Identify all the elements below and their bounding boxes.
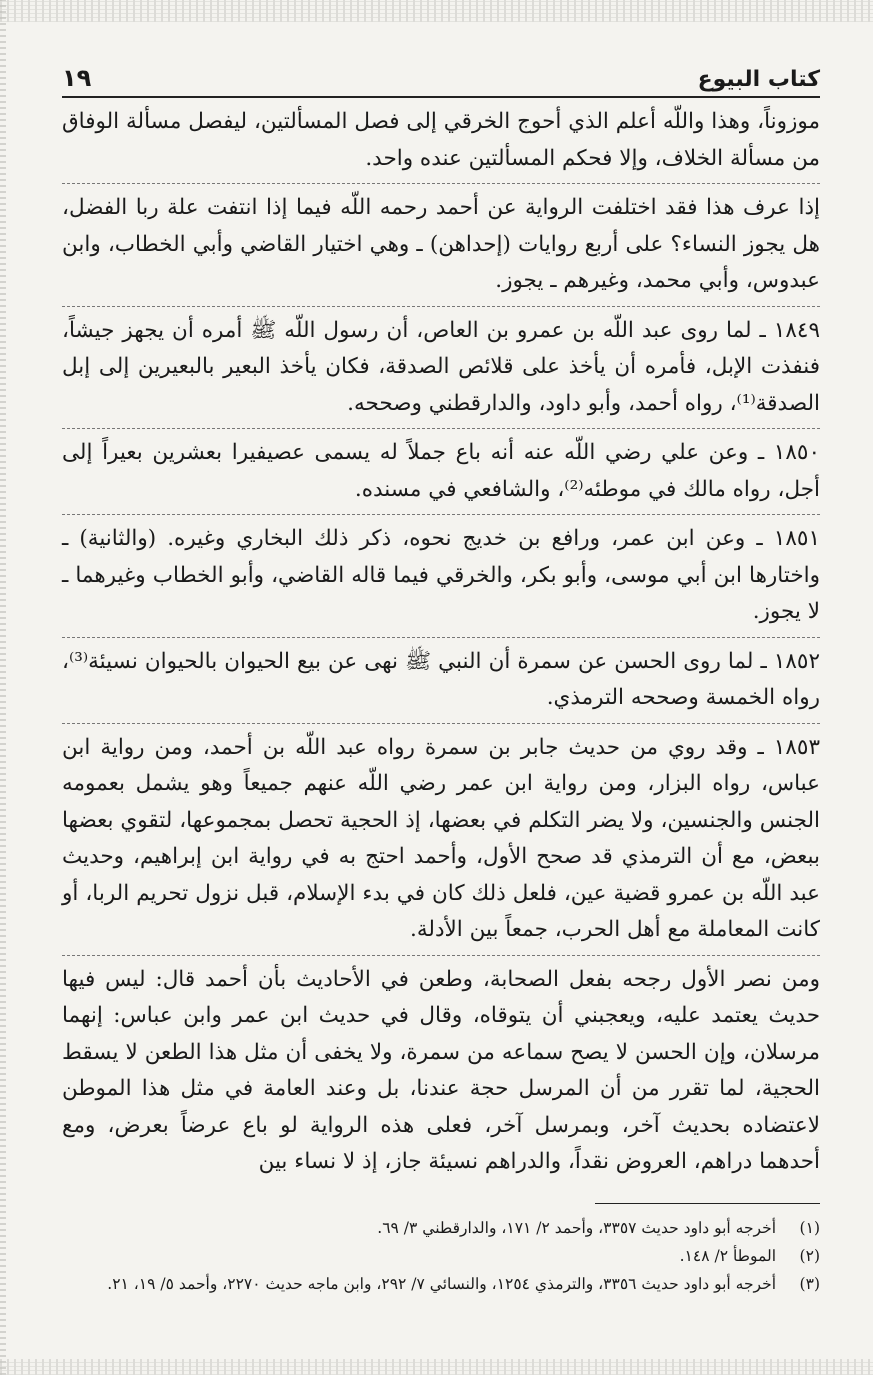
chapter-title: كتاب البيوع — [697, 67, 820, 92]
paragraph-2: إذا عرف هذا فقد اختلفت الرواية عن أحمد رحمه اللّه فيما إذا انتفت علة ربا الفضل، هل يجوز النساء؟ على أربع روايات (إحداهن) ـ وهي اختيار القاضي وأبي الخطاب، وابن عبدوس، وأبي محمد، وغيرهم ـ يجوز. — [62, 190, 820, 307]
hadith-1853: ١٨٥٣ ـ وقد روي من حديث جابر بن سمرة رواه عبد اللّه بن أحمد، ومن رواية ابن عباس، رواه البزار، ومن رواية ابن عمر رضي اللّه عنهم جميعاً وهو يشمل بعمومه الجنس والجنسين، ولا يضر التكلم في بعضها، إذ الحجية تحصل بمجموعها، لتقوي بعضها ببعض، مع أن الترمذي قد صحح الأول، وأحمد احتج به في رواية ابن إبراهيم، وحديث عبد اللّه بن عمرو قضية عين، فلعل ذلك كان في بدء الإسلام، قبل نزول تحريم الربا، أو كانت المعاملة مع أهل الحرب، جمعاً بين الأدلة. — [62, 730, 820, 956]
paragraph-1: موزوناً، وهذا واللّه أعلم الذي أحوج الخرقي إلى فصل المسألتين، ليفصل مسألة الوفاق من مسألة الخلاف، وإلا فحكم المسألتين عنده واحد. — [62, 104, 820, 184]
page-number: ١٩ — [62, 64, 92, 92]
hadith-1852: ١٨٥٢ ـ لما روى الحسن عن سمرة أن النبي ﷺ نهى عن بيع الحيوان بالحيوان نسيئة⁽³⁾، رواه الخمسة وصححه الترمذي. — [62, 644, 820, 724]
footnote-text: الموطأ ٢/ ١٤٨. — [679, 1246, 776, 1265]
paragraph-final: ومن نصر الأول رجحه بفعل الصحابة، وطعن في الأحاديث بأن أحمد قال: ليس فيها حديث يعتمد عليه، ويعجبني أن يتوقاه، وقال في حديث ابن عمر وابن عباس: إنهما مرسلان، وإن الحسن لا يصح سماعه من سمرة، ولا يخفى أن مثل هذا الطعن لا يسقط الحجية، لما تقرر من أن المرسل حجة عندنا، بل وعند العامة في مثل هذا الموطن لاعتضاده بحديث آخر، وبمرسل آخر، فعلى هذه الرواية لو باع عرضاً بعرض، ومع أحدهما دراهم، العروض نقداً، والدراهم نسيئة جاز، إذ لا نساء بين — [62, 966, 820, 1174]
page-top-edge — [0, 0, 873, 22]
running-header — [62, 50, 820, 98]
page-bottom-edge — [0, 1359, 873, 1375]
hadith-1850: ١٨٥٠ ـ وعن علي رضي اللّه عنه أنه باع جملاً له يسمى عصيفيرا بعشرين بعيراً إلى أجل، رواه مالك في موطئه⁽²⁾، والشافعي في مسنده. — [62, 435, 820, 515]
footnote-text: أخرجه أبو داود حديث ٣٣٥٦، والترمذي ١٢٥٤، والنسائي ٧/ ٢٩٢، وابن ماجه حديث ٢٢٧٠، وأحمد ٥/ ١٩، ٢١. — [107, 1274, 776, 1293]
footnote-number: (١) — [799, 1218, 820, 1237]
footnote-divider — [595, 1203, 820, 1204]
footnote-1 — [62, 1214, 820, 1242]
footnote-3 — [62, 1270, 820, 1298]
main-text — [62, 104, 820, 1187]
hadith-1851: ١٨٥١ ـ وعن ابن عمر، ورافع بن خديج نحوه، ذكر ذلك البخاري وغيره. (والثانية) ـ واختارها ابن أبي موسى، وأبو بكر، والخرقي فيما قاله القاضي، وأبو الخطاب وغيرهما ـ لا يجوز. — [62, 521, 820, 638]
footnote-number: (٢) — [799, 1246, 820, 1265]
page-left-edge — [0, 0, 6, 1375]
footnote-number: (٣) — [799, 1274, 820, 1293]
hadith-1849: ١٨٤٩ ـ لما روى عبد اللّه بن عمرو بن العاص، أن رسول اللّه ﷺ أمره أن يجهز جيشاً، فنفذت الإبل، فأمره أن يأخذ على قلائص الصدقة، فكان يأخذ البعير بالبعيرين إلى إبل الصدقة⁽¹⁾، رواه أحمد، وأبو داود، والدارقطني وصححه. — [62, 313, 820, 430]
footnote-2 — [62, 1242, 820, 1270]
footnote-text: أخرجه أبو داود حديث ٣٣٥٧، وأحمد ٢/ ١٧١، والدارقطني ٣/ ٦٩. — [377, 1218, 776, 1237]
footnotes — [62, 1214, 820, 1298]
book-page — [62, 50, 820, 1298]
